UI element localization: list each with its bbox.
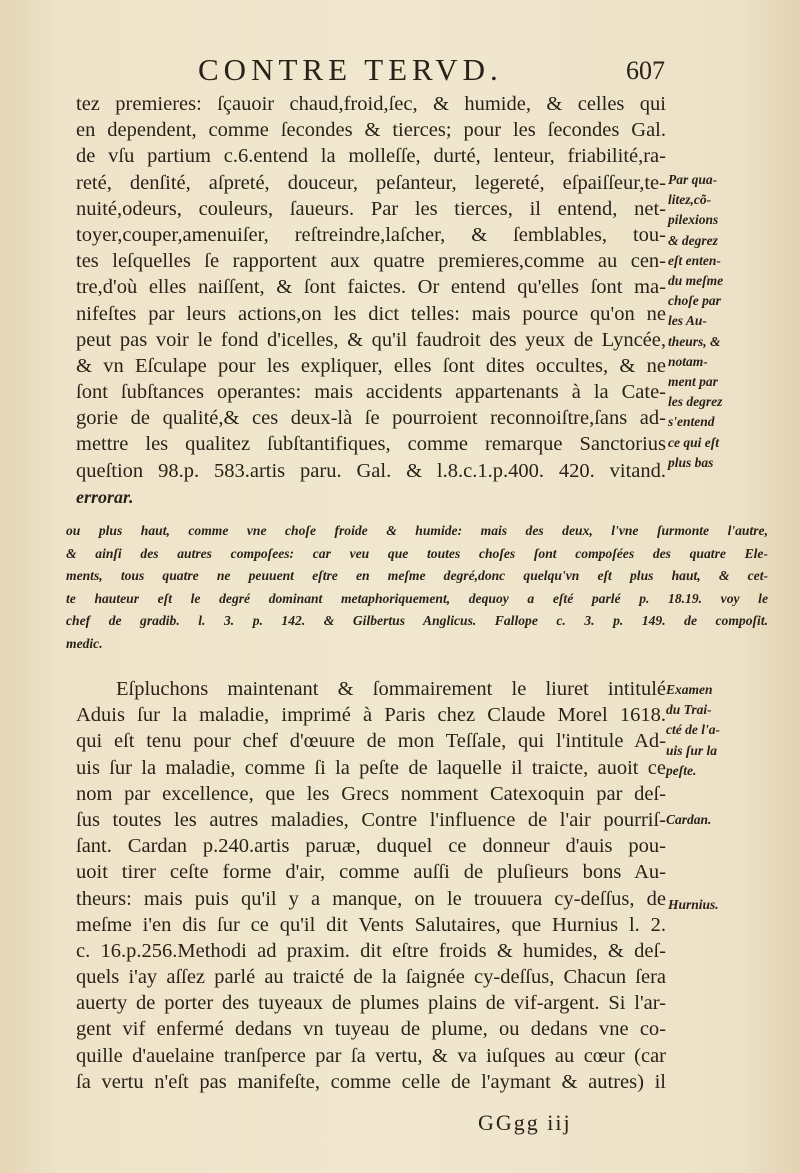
margin-note-line: ment par	[668, 374, 718, 390]
footnote-line: & ainſi des autres compoſees: car veu que toutes choſes ſont compoſées des quatre Ele-	[66, 545, 768, 561]
text-line: mettre les qualitez ſubſtantifiques, comme remarque Sanctorius	[76, 433, 666, 456]
text-line: queſtion 98.p. 583.artis paru. Gal. & l.8.c.1.p.400. 420. vitand.	[76, 459, 666, 482]
text-line: quille d'auelaine tranſperce par ſa vertu, & va iuſques au cœur (car	[76, 1044, 666, 1067]
footnote-line: medic.	[66, 635, 103, 651]
text-line: en dependent, comme ſecondes & tierces; pour les ſecondes Gal.	[76, 119, 666, 142]
text-line: Eſpluchons maintenant & ſommairement le liuret intitulé	[116, 678, 666, 700]
text-line: uoit tirer ceſte forme d'air, comme auſſi de pluſieurs bons Au-	[76, 861, 666, 884]
margin-note-cardan: Cardan.	[666, 812, 712, 827]
footnote-block	[66, 520, 768, 656]
text-line: tez premieres: ſçauoir chaud,froid,ſec, & humide, & celles qui	[76, 93, 666, 115]
margin-note-line: s'entend	[668, 414, 715, 430]
text-line: peut pas voir le fond d'icelles, & qu'il faudroit des yeux de Lyncée,	[76, 328, 666, 351]
page-number: 607	[626, 56, 665, 85]
text-line: quels i'ay aſſez parlé au traicté de la ſaignée cy-deſſus, Chacun ſera	[76, 966, 666, 989]
second-text-block	[76, 676, 666, 1095]
margin-note-line: litez,cõ-	[668, 192, 712, 208]
margin-note-line: les Au-	[668, 313, 707, 329]
text-line: errorar.	[76, 486, 134, 507]
text-line: nifeſtes par leurs actions,on les dict telles: mais pource qu'on ne	[76, 302, 666, 325]
text-line: qui eſt tenu pour chef d'œuure de mon Teſſale, qui l'intitule Ad-	[76, 730, 666, 753]
margin-note-line: Par qua-	[668, 172, 718, 187]
text-line: uis ſur la maladie, comme ſi la peſte de laquelle il traicte, auoit ce	[76, 756, 666, 779]
text-line: de vſu partium c.6.entend la molleſſe, durté, lenteur, friabilité,ra-	[76, 145, 666, 168]
text-line: & vn Eſculape pour les expliquer, elles ſont dites occultes, & ne	[76, 354, 666, 377]
main-text-block	[76, 91, 666, 510]
text-line: ſont ſubſtances operantes: mais accidents appartenants à la Cate-	[76, 381, 666, 404]
margin-note-line: eſt enten-	[668, 252, 721, 268]
margin-note-line: les degrez	[668, 394, 723, 410]
margin-note-line: peſte.	[666, 762, 697, 778]
margin-note-hurnius: Hurnius.	[668, 897, 719, 912]
text-line: ſus toutes les autres maladies, Contre l'influence de l'air pourriſ-	[76, 808, 666, 831]
footnote-line: chef de gradib. l. 3. p. 142. & Gilbertus Anglicus. Fallope c. 3. p. 149. de compoſit.	[66, 613, 768, 629]
footnote-line: ou plus haut, comme vne choſe froide & humide: mais des deux, l'vne ſurmonte l'autre,	[66, 523, 768, 538]
text-line: tes leſquelles ſe rapportent aux quatre premieres,comme au cen-	[76, 250, 666, 273]
text-line: theurs: mais puis qu'il y a manque, on le trouuera cy-deſſus, de	[76, 887, 666, 910]
margin-note-line: & degrez	[668, 232, 718, 248]
text-line: gorie de qualité,& ces deux-là ſe pourroient reconnoiſtre,ſans ad-	[76, 407, 666, 430]
margin-note-line: pilexions	[668, 212, 719, 228]
text-line: auerty de porter des tuyeaux de plumes plains de vif-argent. Si l'ar-	[76, 992, 666, 1015]
margin-note-line: du Trai-	[666, 702, 712, 718]
text-line: Aduis ſur la maladie, imprimé à Paris chez Claude Morel 1618.	[76, 704, 666, 727]
text-line: c. 16.p.256.Methodi ad praxim. dit eſtre froids & humides, & deſ-	[76, 939, 666, 962]
margin-note	[668, 170, 723, 473]
footnote-line: te hauteur eſt le degré dominant metaphoriquement, dequoy a eſté parlé p. 18.19. voy le	[66, 590, 768, 606]
text-line: ſant. Cardan p.240.artis paruæ, duquel ce donneur d'auis pou-	[76, 835, 666, 858]
margin-note-line: ce qui eſt	[668, 434, 719, 450]
margin-note-line: cté de l'a-	[666, 722, 720, 738]
margin-note-line: Examen	[666, 682, 713, 697]
text-line: gent vif enfermé dedans vn tuyeau de plume, ou dedans vne co-	[76, 1018, 666, 1041]
margin-note-line: du meſme	[668, 273, 724, 289]
text-line: nom par excellence, que les Grecs nomment Catexoquin par deſ-	[76, 782, 666, 805]
running-title: CONTRE TERVD.	[198, 52, 503, 87]
text-line: reté, denſité, aſpreté, douceur, peſanteur, legereté, eſpaiſſeur,te-	[76, 171, 666, 194]
text-line: nuité,odeurs, couleurs, ſaueurs. Par les tierces, il entend, net-	[76, 197, 666, 220]
margin-note-line: theurs, &	[668, 333, 721, 349]
text-line: toyer,couper,amenuiſer, reſtreindre,laſcher, & ſemblables, tou-	[76, 223, 666, 246]
text-line: meſme i'en dis ſur ce qu'il dit Vents Salutaires, que Hurnius l. 2.	[76, 913, 666, 936]
running-header	[0, 52, 800, 92]
text-line: ſa vertu n'eſt pas manifeſte, comme celle de l'aymant & autres) il	[76, 1070, 666, 1093]
margin-note-line: notam-	[668, 353, 708, 369]
footnote-line: ments, tous quatre ne peuuent eſtre en meſme degré,donc quelqu'vn eſt plus haut, & cet-	[66, 568, 768, 584]
text-line: tre,d'où elles naiſſent, & ſont faictes. Or entend qu'elles ſont ma-	[76, 276, 666, 299]
margin-note-line: plus bas	[668, 454, 714, 470]
signature-mark: GGgg iij	[478, 1110, 572, 1135]
margin-note	[666, 680, 720, 781]
margin-note-line: choſe par	[668, 293, 721, 309]
margin-note-line: uis ſur la	[666, 742, 718, 758]
